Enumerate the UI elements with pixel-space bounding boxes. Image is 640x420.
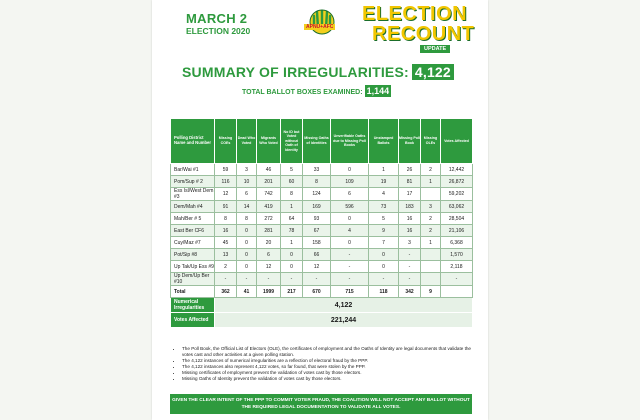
table-cell: Total [171,286,215,298]
polling-district-cell: East Ber CF6 [171,225,215,237]
column-header: No ID but Voted without Oath of Identity [281,119,303,164]
note-item: • The 4,122 instances also represent 4,122 votes, so far found, that were stolen by the PPP. [182,364,482,370]
votes-affected-row [171,313,473,328]
ballot-boxes-line [242,86,391,96]
column-header: Missing COEs [215,119,237,164]
title-election: ELECTION [362,3,468,25]
table-cell: 2 [421,164,441,176]
logo-label: APNU+AFC [306,24,334,30]
election-recount-title [362,4,474,44]
table-cell: 6,368 [441,237,473,249]
table-cell: 1 [421,237,441,249]
table-cell: - [237,273,257,286]
table-cell: 0 [237,261,257,273]
table-cell: - [331,261,369,273]
table-cell: 6 [237,188,257,201]
table-cell: - [281,273,303,286]
column-header: Polling District Name and Number [171,119,215,164]
table-cell [421,273,441,286]
table-cell: 12 [257,261,281,273]
irregularities-table [170,118,473,328]
table-cell: 1999 [257,286,281,298]
table-cell: - [441,273,473,286]
table-cell: 14 [237,201,257,213]
table-cell: 4 [369,188,399,201]
table-cell: 2,118 [441,261,473,273]
table-cell: 1 [281,237,303,249]
polling-district-cell: Dem/Mah #4 [171,201,215,213]
table-cell [421,188,441,201]
table-cell: 19 [369,176,399,188]
polling-district-cell: Up Dem/Up Ber #10 [171,273,215,286]
table-cell: 21,106 [441,225,473,237]
table-cell: 0 [331,237,369,249]
table-cell: 0 [237,225,257,237]
table-cell: 0 [281,261,303,273]
column-header: Unverifiable Oaths due to Missing Poll Books [331,119,369,164]
column-header: Missing OLEs [421,119,441,164]
table-cell: 9 [369,225,399,237]
column-header: Migrants Who Voted [257,119,281,164]
table-cell: - [369,273,399,286]
table-cell: - [257,273,281,286]
table-cell: 91 [215,201,237,213]
table-cell: 2 [215,261,237,273]
table-cell: 3 [421,201,441,213]
table-cell: 3 [237,164,257,176]
polling-district-cell: Up Tak/Up Ess #9 [171,261,215,273]
note-item: • The 4,122 instances of numerical irregularities are a reflection of electoral fraud by the PPP. [182,358,482,364]
table-row [171,225,473,237]
table-cell: 116 [215,176,237,188]
table-cell: 281 [257,225,281,237]
table-cell: 183 [399,201,421,213]
table-cell: 2 [421,213,441,225]
table-cell: - [331,273,369,286]
table-cell [421,261,441,273]
election-year-line: ELECTION 2020 [186,26,251,36]
table-cell: 1 [369,164,399,176]
table-cell: 20 [257,237,281,249]
table-row [171,201,473,213]
table-cell: 2 [421,225,441,237]
table-cell: 59,202 [441,188,473,201]
table-cell: 26 [399,164,421,176]
table-cell: 342 [399,286,421,298]
table-cell: 33 [303,164,331,176]
table-cell: 60 [281,176,303,188]
table-cell: 81 [399,176,421,188]
polling-district-cell: Cuy/Maz #7 [171,237,215,249]
table-cell: 59 [215,164,237,176]
table-cell: 715 [331,286,369,298]
footer-banner: GIVEN THE CLEAR INTENT OF THE PPP TO COMMIT VOTER FRAUD, THE COALITION WILL NOT ACCEPT ANY BALLOT WITHOUT THE REQUIRED LEGAL DOCUMENTATION TO VALIDATE ALL VOTES. [170,394,472,414]
table-cell: 17 [399,188,421,201]
table-cell: 4 [331,225,369,237]
table-cell: 8 [281,188,303,201]
irregularities-label: Numerical Irregularities [171,298,215,313]
table-cell: 5 [281,164,303,176]
table-cell: 169 [303,201,331,213]
table-cell: 362 [215,286,237,298]
table-cell: 6 [257,249,281,261]
irregularities-table-wrapper [170,118,472,328]
election-date [186,12,250,36]
irregularities-poster [152,0,488,420]
table-cell: 0 [237,237,257,249]
table-cell: 7 [369,237,399,249]
table-cell: 742 [257,188,281,201]
table-cell: 8 [237,213,257,225]
table-cell: 0 [281,249,303,261]
table-cell: 26,872 [441,176,473,188]
polling-district-cell: Pom/Sup # 2 [171,176,215,188]
summary-label: SUMMARY OF IRREGULARITIES: [182,64,409,80]
table-row [171,164,473,176]
note-item: • Missing Oaths of Identity prevent the validation of votes cast by those electors. [182,376,482,382]
table-cell: 217 [281,286,303,298]
table-cell: 0 [369,261,399,273]
table-cell: 12 [303,261,331,273]
table-cell: 1,570 [441,249,473,261]
table-cell [421,249,441,261]
table-cell: 66 [303,249,331,261]
table-cell: 5 [369,213,399,225]
table-cell: 109 [331,176,369,188]
table-cell: 6 [331,188,369,201]
table-cell: 124 [303,188,331,201]
table-cell: - [399,273,421,286]
table-cell: 16 [399,225,421,237]
table-cell: 419 [257,201,281,213]
table-cell: 12 [215,188,237,201]
total-row [171,286,473,298]
table-cell: 73 [369,201,399,213]
votes-affected-value: 221,244 [215,313,473,328]
polling-district-cell: Bar/Wai #1 [171,164,215,176]
table-header-row [171,119,473,164]
table-cell: 13 [215,249,237,261]
note-item: • The Poll Book, the Official List of Electors (OLE), the certificates of employment and the Oaths of Identity are legal documents that validate the votes cast and other activities at a given polling station. [182,346,482,358]
votes-affected-label: Votes Affected [171,313,215,328]
ballot-boxes-label: TOTAL BALLOT BOXES EXAMINED: [242,89,363,96]
summary-heading [182,64,454,80]
table-cell: 63,062 [441,201,473,213]
date-line: MARCH 2 [186,11,248,26]
table-cell: - [399,261,421,273]
table-cell: 1 [281,201,303,213]
table-cell: - [399,249,421,261]
table-cell: 596 [331,201,369,213]
table-cell: 16 [399,213,421,225]
table-cell: 46 [257,164,281,176]
table-cell: 0 [369,249,399,261]
update-badge: UPDATE [420,45,450,53]
polling-district-cell: Ess Isl/West Dem #3 [171,188,215,201]
table-row [171,188,473,201]
polling-district-cell: Mah/Ber # 5 [171,213,215,225]
table-cell: 45 [215,237,237,249]
note-item: • Missing certificates of employment prevent the validation of votes cast by those electors. [182,370,482,376]
table-cell: 9 [421,286,441,298]
table-cell: 28,504 [441,213,473,225]
table-cell: 16 [215,225,237,237]
column-header: Unstamped Ballots [369,119,399,164]
table-cell: 0 [331,213,369,225]
table-cell: 0 [331,164,369,176]
table-cell: 64 [281,213,303,225]
column-header: Dead Who Voted [237,119,257,164]
table-row [171,237,473,249]
numerical-irregularities-row [171,298,473,313]
table-cell: 10 [237,176,257,188]
table-cell: 78 [281,225,303,237]
table-cell: 158 [303,237,331,249]
table-cell: 201 [257,176,281,188]
table-cell: - [331,249,369,261]
table-cell [441,286,473,298]
table-cell: - [215,273,237,286]
table-cell: 118 [369,286,399,298]
table-cell: 3 [399,237,421,249]
table-row [171,249,473,261]
table-cell: - [303,273,331,286]
table-cell: 67 [303,225,331,237]
table-row [171,261,473,273]
table-cell: 41 [237,286,257,298]
table-cell: 272 [257,213,281,225]
table-row [171,176,473,188]
table-cell: 8 [215,213,237,225]
notes-list [174,346,482,382]
column-header: Missing Poll Book [399,119,421,164]
table-cell: 0 [237,249,257,261]
table-cell: 12,442 [441,164,473,176]
table-cell: 1 [421,176,441,188]
ballot-boxes-value: 1,144 [366,86,390,96]
table-cell: 93 [303,213,331,225]
irregularities-value: 4,122 [215,298,473,313]
table-cell: 670 [303,286,331,298]
table-cell: 8 [303,176,331,188]
title-recount: RECOUNT [372,23,475,45]
column-header: Missing Oaths of Identities [303,119,331,164]
table-row [171,213,473,225]
table-row [171,273,473,286]
polling-district-cell: Pot/Sip #8 [171,249,215,261]
column-header: Votes Affected [441,119,473,164]
summary-value: 4,122 [412,64,454,80]
